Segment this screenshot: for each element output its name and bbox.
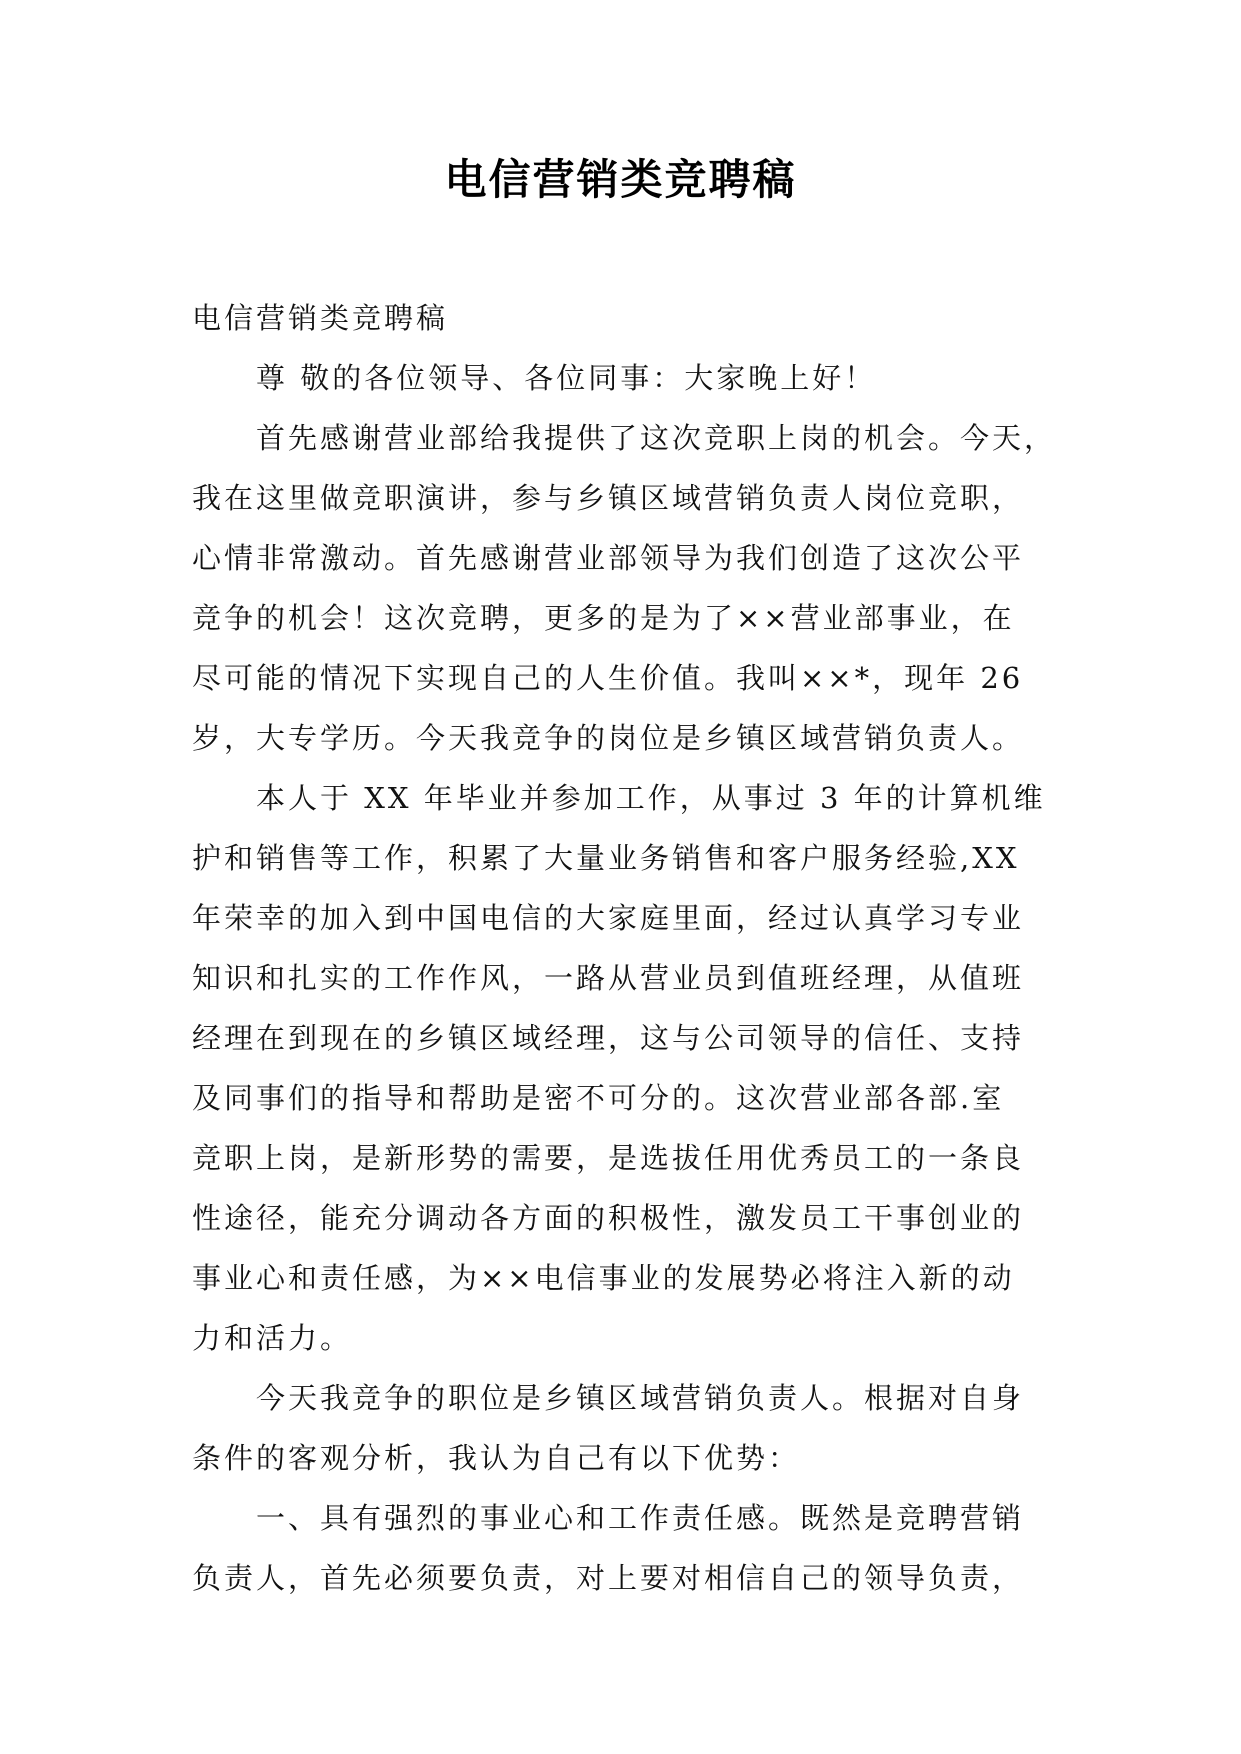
- paragraph-line: 年荣幸的加入到中国电信的大家庭里面，经过认真学习专业: [192, 901, 1025, 935]
- paragraph-line: 及同事们的指导和帮助是密不可分的。这次营业部各部.室: [192, 1081, 1005, 1115]
- paragraph-line: 知识和扎实的工作作风，一路从营业员到值班经理，从值班: [192, 961, 1025, 995]
- paragraph-line: 力和活力。: [192, 1321, 353, 1355]
- paragraph-line: 尽可能的情况下实现自己的人生价值。我叫××*，现年 26: [192, 661, 1024, 695]
- paragraph-line: 竞争的机会！这次竞聘，更多的是为了××营业部事业，在: [192, 601, 1015, 635]
- paragraph-line: 我在这里做竞职演讲，参与乡镇区域营销负责人岗位竞职，: [192, 481, 1025, 515]
- paragraph-line: 首先感谢营业部给我提供了这次竞职上岗的机会。今天，: [256, 421, 1057, 455]
- paragraph-line: 本人于 XX 年毕业并参加工作，从事过 3 年的计算机维: [256, 781, 1046, 815]
- paragraph-line: 性途径，能充分调动各方面的积极性，激发员工干事创业的: [192, 1201, 1025, 1235]
- document-subtitle-line: 电信营销类竞聘稿: [192, 301, 449, 335]
- paragraph-line: 今天我竞争的职位是乡镇区域营销负责人。根据对自身: [256, 1381, 1025, 1415]
- document-body: [192, 288, 1057, 1608]
- paragraph-line: 条件的客观分析，我认为自己有以下优势：: [192, 1441, 801, 1475]
- paragraph-line: 竞职上岗，是新形势的需要，是选拔任用优秀员工的一条良: [192, 1141, 1025, 1175]
- paragraph-line: 岁，大专学历。今天我竞争的岗位是乡镇区域营销负责人。: [192, 721, 1025, 755]
- paragraph-line: 负责人，首先必须要负责，对上要对相信自己的领导负责，: [192, 1561, 1025, 1595]
- document-title: 电信营销类竞聘稿: [444, 155, 797, 204]
- paragraph-line: 护和销售等工作，积累了大量业务销售和客户服务经验,XX: [192, 841, 1020, 875]
- paragraph-line: 一、具有强烈的事业心和工作责任感。既然是竞聘营销: [256, 1501, 1025, 1535]
- paragraph-line: 事业心和责任感，为××电信事业的发展势必将注入新的动: [192, 1261, 1015, 1295]
- paragraph-line: 心情非常激动。首先感谢营业部领导为我们创造了这次公平: [192, 541, 1025, 575]
- paragraph-line: 尊 敬的各位领导、各位同事：大家晚上好！: [256, 361, 877, 395]
- paragraph-line: 经理在到现在的乡镇区域经理，这与公司领导的信任、支持: [192, 1021, 1025, 1055]
